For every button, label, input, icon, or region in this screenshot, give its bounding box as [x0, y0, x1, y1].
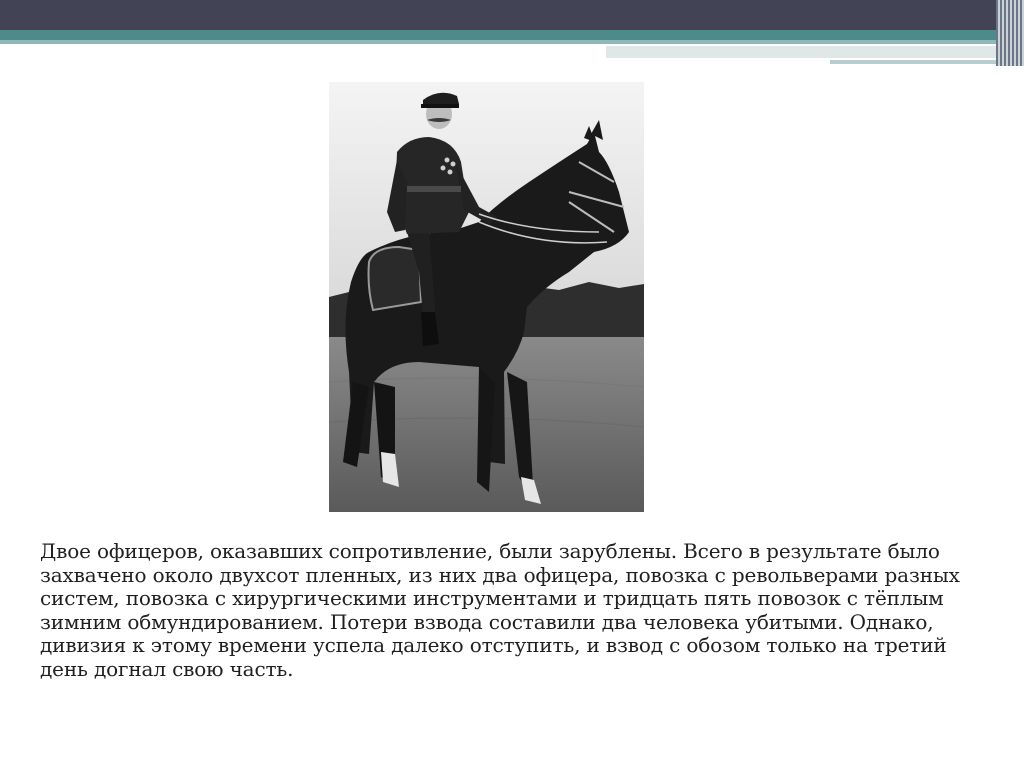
photo-officer-on-horse: [329, 82, 644, 512]
body-paragraph: Двое офицеров, оказавших сопротивление, были зарублены. Всего в результате было захвачено около двухсот пленных, из них два офицера, повозка с револьверами разных систем, повозка с хирургическими инструментами и тридцать пять повозок с тёплым зимним обмундированием. Потери взвода составили два человека убитыми. Однако, дивизия к этому времени успела далеко отступить, и взвод с обозом только на третий день догнал свою часть.: [40, 539, 960, 681]
header-band-teal: [0, 30, 1024, 40]
header-band-gray: [606, 46, 998, 58]
header-band-gray-thin: [830, 60, 1000, 64]
header-band-teal-thin: [0, 40, 1000, 44]
header-band-dark: [0, 0, 1024, 30]
header-corner-stripes: [996, 0, 1024, 66]
